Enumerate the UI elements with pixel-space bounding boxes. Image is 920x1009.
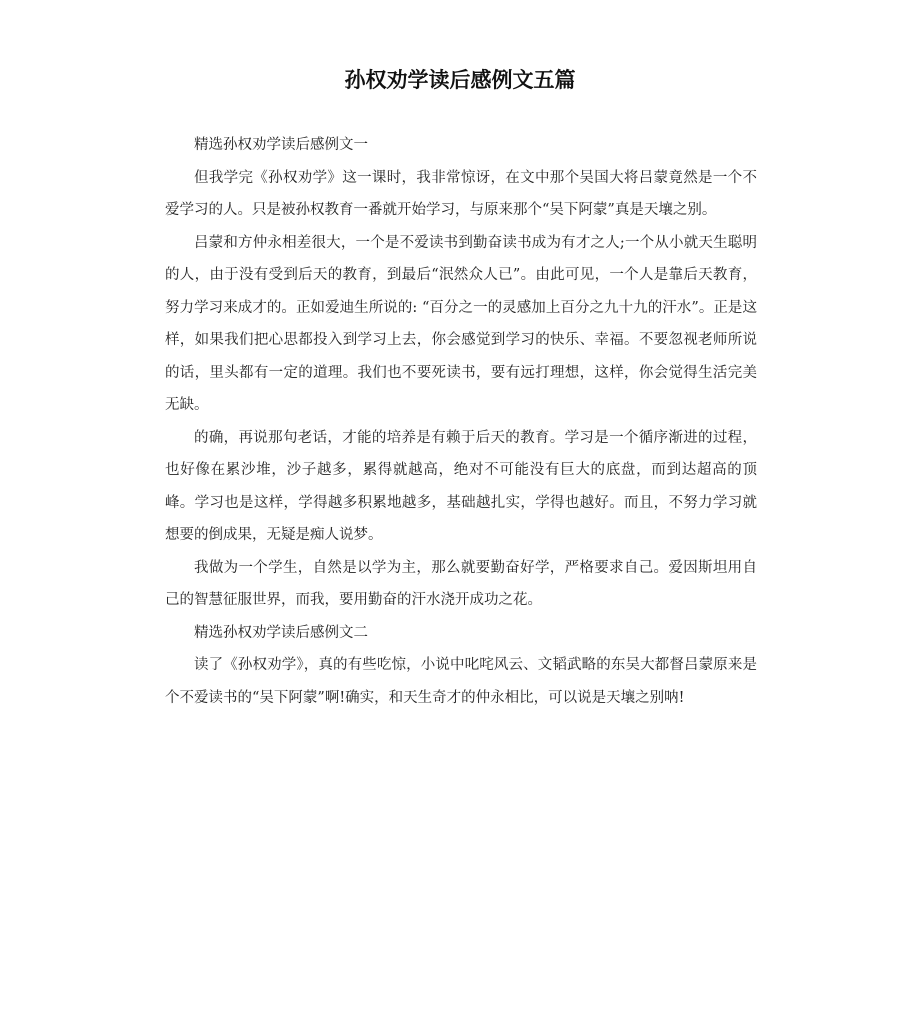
- document-body: [165, 129, 757, 714]
- paragraph-3: 的确，再说那句老话，才能的培养是有赖于后天的教育。学习是一个循序渐进的过程，也好像在累沙堆，沙子越多，累得就越高，绝对不可能没有巨大的底盘，而到达超高的顶峰。学习也是这样，学得越多积累地越多，基础越扎实，学得也越好。而且，不努力学习就想要的倒成果，无疑是痴人说梦。: [165, 429, 757, 543]
- paragraph-5: 读了《孙权劝学》，真的有些吃惊，小说中叱咤风云、文韬武略的东吴大都督吕蒙原来是个不爱读书的“吴下阿蒙”啊!确实，和天生奇才的仲永相比，可以说是天壤之别呐!: [165, 657, 757, 706]
- section-heading-1: 精选孙权劝学读后感例文一: [194, 137, 368, 153]
- section-heading-2: 精选孙权劝学读后感例文二: [194, 624, 368, 641]
- paragraph-4: 我做为一个学生，自然是以学为主，那么就要勤奋好学，严格要求自己。爱因斯坦用自己的智慧征服世界，而我，要用勤奋的汗水浇开成功之花。: [165, 559, 757, 608]
- paragraph-1: 但我学完《孙权劝学》这一课时，我非常惊讶，在文中那个吴国大将吕蒙竟然是一个不爱学习的人。只是被孙权教育一番就开始学习，与原来那个“吴下阿蒙”真是天壤之别。: [165, 169, 757, 218]
- document-title: 孙权劝学读后感例文五篇: [344, 68, 576, 92]
- paragraph-2: 吕蒙和方仲永相差很大，一个是不爱读书到勤奋读书成为有才之人;一个从小就天生聪明的人，由于没有受到后天的教育，到最后“泯然众人已”。由此可见，一个人是靠后天教育，努力学习来成才的。正如爱迪生所说的: “百分之一的灵感加上百分之九十九的汗水”。正是这样，如果我们把心思都投入到学习上去，你会感觉到学习的快乐、幸福。不要忽视老师所说的话，里头都有一定的道理。我们也不要死读书，要有远打理想，这样，你会觉得生活完美无缺。: [165, 234, 757, 413]
